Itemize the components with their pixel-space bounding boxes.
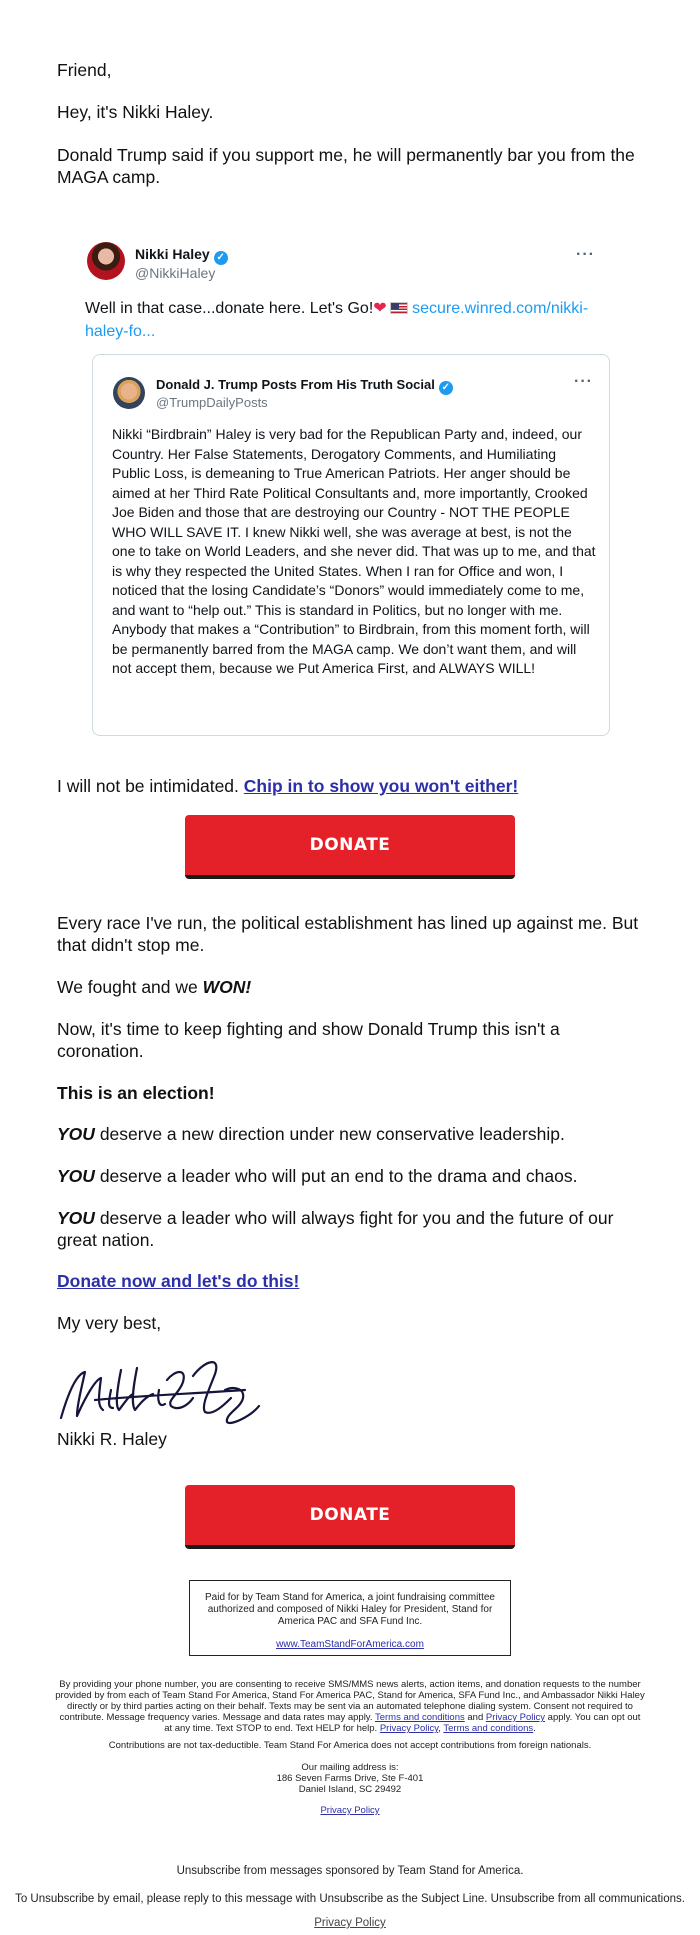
paragraph-race: Every race I've run, the political establishment has lined up against me. But that didn't stop me. — [57, 913, 639, 955]
paragraph-time: Now, it's time to keep fighting and show Donald Trump this isn't a coronation. — [57, 1019, 560, 1061]
privacy-policy-row — [55, 1805, 645, 1816]
signer-name: Nikki R. Haley — [57, 1429, 167, 1449]
tweet-url: secure.winred.com/nikki-haley-fo... — [85, 300, 589, 340]
paid-for-box — [189, 1580, 511, 1656]
unsubscribe-email: To Unsubscribe by email, please reply to this message with Unsubscribe as the Subject Line. Unsubscribe from all communications. — [15, 1893, 685, 1905]
quote-handle: @TrumpDailyPosts — [156, 395, 268, 410]
terms-link[interactable]: Terms and conditions — [374, 1712, 465, 1723]
unsubscribe-sponsored: Unsubscribe from messages sponsored by Team Stand for America. — [176, 1865, 524, 1877]
privacy-policy-bottom-link[interactable]: Privacy Policy — [314, 1917, 386, 1929]
tweet-text: Well in that case...donate here. Let's Go!❤ secure.winred.com/nikki-haley-fo... — [85, 300, 589, 340]
verified-icon: ✓ — [214, 251, 228, 265]
contributions-note: Contributions are not tax-deductible. Team Stand For America does not accept contributions from foreign nationals. — [108, 1740, 592, 1751]
quote-more-options-icon: ··· — [574, 373, 593, 390]
signoff: My very best, — [57, 1313, 162, 1333]
you-line-3: YOU deserve a leader who will always fight for you and the future of our great nation. — [57, 1208, 614, 1250]
privacy-bottom-row — [0, 1917, 700, 1929]
intro-line: Hey, it's Nikki Haley. — [57, 102, 214, 122]
chip-in-link[interactable]: Chip in to show you won't either! — [243, 776, 519, 796]
election-heading: This is an election! — [57, 1083, 215, 1103]
privacy-link-2[interactable]: Privacy Policy — [379, 1723, 439, 1734]
paragraph-fought: We fought and we WON! — [57, 977, 252, 997]
paragraph-trump-bar: Donald Trump said if you support me, he will permanently bar you from the MAGA camp. — [57, 145, 635, 187]
intimidated-line: I will not be intimidated. Chip in to show you won't either! — [57, 776, 519, 796]
avatar — [87, 242, 125, 280]
sms-disclaimer: By providing your phone number, you are consenting to receive SMS/MMS news alerts, action items, and donation requests to the number provided by from each of Team Stand For America, Stand For America PAC, Stand for America, SFA Fund Inc., and Ambassador Nikki Haley directly or by third parties acting on their behalf. Texts may be sent via an automated telephone dialing system. Consent not required to contribute. Message frequency varies. Message and data rates may apply. Terms and conditions and Privacy Policy apply. You can opt out at any time. Text STOP to end. Text HELP for help. Privacy Policy, Terms and conditions. — [55, 1679, 645, 1734]
you-line-2: YOU deserve a leader who will put an end to the drama and chaos. — [57, 1166, 578, 1186]
tweet-author: Nikki Haley ✓ — [135, 246, 228, 265]
us-flag-icon — [390, 302, 408, 314]
signature-image — [55, 1350, 265, 1430]
quote-avatar — [113, 377, 145, 409]
team-site-link[interactable]: www.TeamStandForAmerica.com — [276, 1639, 424, 1650]
mailing-address: Our mailing address is: 186 Seven Farms Drive, Ste F-401 Daniel Island, SC 29492 — [276, 1762, 424, 1795]
terms-link-2[interactable]: Terms and conditions — [443, 1723, 534, 1734]
donate-now-link[interactable]: Donate now and let's do this! — [57, 1271, 300, 1291]
donate-button[interactable]: DONATE — [185, 815, 515, 879]
paid-for-text: Paid for by Team Stand for America, a joint fundraising committee authorized and composed of Nikki Haley for President, Stand for America PAC and SFA Fund Inc. — [205, 1592, 495, 1627]
you-line-1: YOU deserve a new direction under new conservative leadership. — [57, 1124, 565, 1144]
heart-icon: ❤ — [373, 300, 387, 317]
greeting: Friend, — [57, 60, 112, 80]
quote-author: Donald J. Trump Posts From His Truth Social ✓ — [156, 377, 453, 395]
donate-button-bottom[interactable]: DONATE — [185, 1485, 515, 1549]
privacy-policy-link[interactable]: Privacy Policy — [320, 1805, 380, 1816]
quote-text: Nikki “Birdbrain” Haley is very bad for the Republican Party and, indeed, our Country. Her False Statements, Derogatory Comments, and Humiliating Public Loss, is demeaning to True American Patriots. Her anger should be aimed at her Third Rate Political Consultants and, more importantly, Crooked Joe Biden and those that are destroying our Country - NOT THE PEOPLE WHO WILL SAVE IT. I knew Nikki well, she was average at best, is not the one to take on World Leaders, and she never did. That was up to me, and that is why they respected the United States. When I ran for Office and won, I noticed that the losing Candidate’s “Donors” would immediately come to me, and want to “help out.” This is standard in Politics, but no longer with me. Anybody that makes a “Contribution” to Birdbrain, from this moment forth, will be permanently barred from the MAGA camp. We don’t want them, and will not accept them, because we Put America First, and ALWAYS WILL! — [112, 426, 596, 676]
privacy-link[interactable]: Privacy Policy — [485, 1712, 546, 1723]
donate-now-paragraph — [57, 1271, 647, 1293]
verified-icon: ✓ — [439, 381, 453, 395]
quoted-post — [92, 354, 610, 736]
tweet-screenshot — [75, 232, 625, 742]
tweet-handle: @NikkiHaley — [135, 265, 216, 281]
more-options-icon: ··· — [576, 246, 595, 263]
